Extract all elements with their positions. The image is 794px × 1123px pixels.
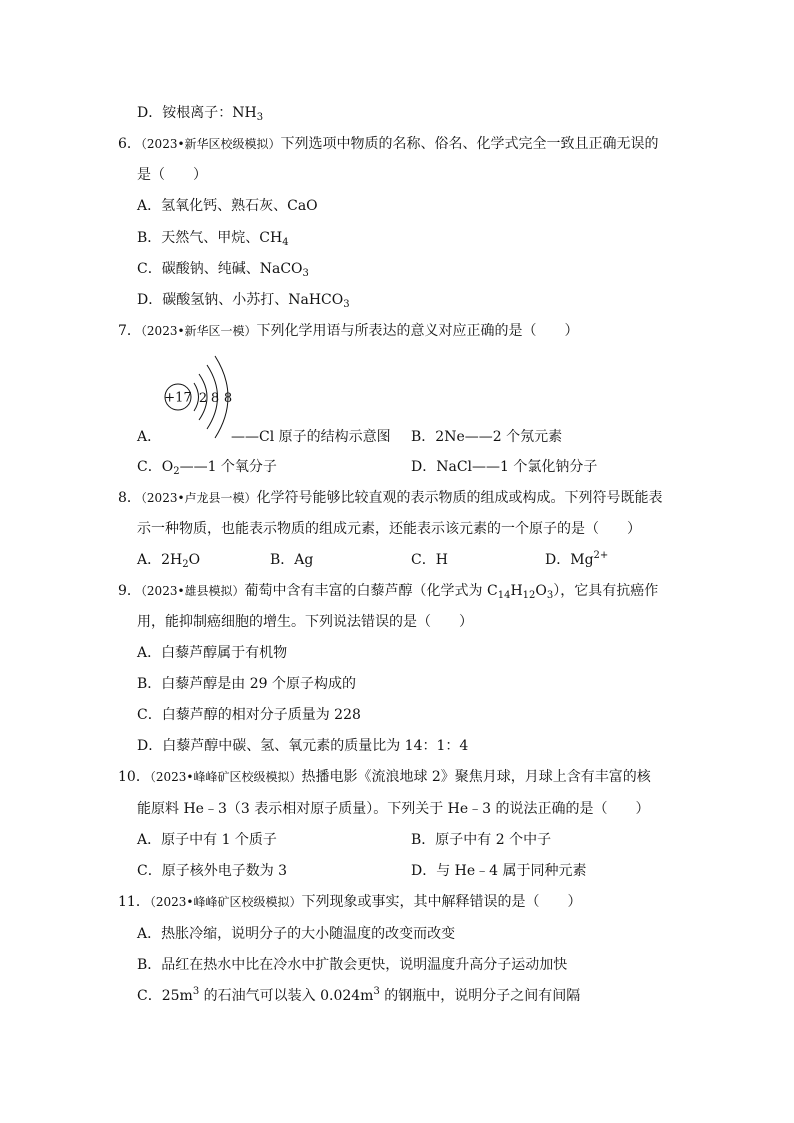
- q7-option-a-text: ——Cl 原子的结构示意图: [231, 429, 391, 445]
- q9-option-d: D．白藜芦醇中碳、氢、氧元素的质量比为 14：1：4: [137, 738, 469, 754]
- q10-stem-line1: 10．（2023•峰峰矿区校级模拟）热播电影《流浪地球 2》聚焦月球，月球上含有丰富的核: [118, 769, 651, 785]
- q6-option-c: C．碳酸钠、纯碱、NaCO$_3$: [137, 261, 309, 279]
- q5-option-d: D．铵根离子：$NH_3$: [137, 105, 264, 123]
- question-source: （2023•峰峰矿区校级模拟）: [149, 895, 302, 909]
- shell-electron-count: 2: [198, 391, 208, 406]
- question-source: （2023•雄县模拟）: [140, 584, 245, 598]
- q7-stem: 7．（2023•新华区一模）下列化学用语与所表达的意义对应正确的是（ ）: [118, 323, 579, 339]
- q6-stem-line1: 6．（2023•新华区校级模拟）下列选项中物质的名称、俗名、化学式完全一致且正确无误的: [118, 136, 659, 152]
- q8-option-a: A．$2H_2O$: [137, 552, 201, 570]
- question-number: 8．: [118, 490, 141, 506]
- q11-option-b: B．品红在热水中比在冷水中扩散会更快，说明温度升高分子运动加快: [137, 957, 568, 973]
- q10-stem-line2: 能原料 He﹣3（3 表示相对原子质量）。下列关于 He﹣3 的说法正确的是（ ）: [137, 801, 650, 817]
- question-source: （2023•新华区校级模拟）: [140, 137, 281, 151]
- question-number: 11．: [118, 894, 150, 910]
- q9-option-a: A．白藜芦醇属于有机物: [137, 645, 288, 661]
- shell-electron-count: 8: [210, 391, 220, 406]
- q7-option-b: B．2Ne——2 个氖元素: [411, 429, 563, 445]
- q9-stem-line1: 9．（2023•雄县模拟）葡萄中含有丰富的白藜芦醇（化学式为 $C_{14}H_{12}O_3$），它具有抗癌作: [118, 583, 659, 601]
- q11-option-a: A．热胀冷缩，说明分子的大小随温度的改变而改变: [137, 926, 456, 942]
- q9-option-b: B．白藜芦醇是由 29 个原子构成的: [137, 676, 357, 692]
- q7-option-a-letter: A．: [137, 429, 162, 445]
- q8-stem-line2: 示一种物质，也能表示物质的组成元素，还能表示该元素的一个原子的是（ ）: [137, 521, 641, 537]
- q11-option-c: C．$25m^3$ 的石油气可以装入 $0.024m^3$ 的钢瓶中，说明分子之间有间隔: [137, 986, 581, 1004]
- q6-option-d: D．碳酸氢钠、小苏打、NaHCO$_3$: [137, 292, 350, 310]
- q8-option-d: D．$Mg^{2+}$: [545, 550, 609, 568]
- q8-stem-line1: 8．（2023•卢龙县一模）化学符号能够比较直观的表示物质的组成或构成。下列符号既能表: [118, 490, 663, 506]
- question-source: （2023•峰峰矿区校级模拟）: [149, 770, 302, 784]
- shell-electron-count: 8: [223, 391, 233, 406]
- q9-option-c: C．白藜芦醇的相对分子质量为 228: [137, 707, 361, 723]
- q6-option-a: A．氢氧化钙、熟石灰、CaO: [137, 198, 318, 214]
- q6-option-b: B．天然气、甲烷、$CH_4$: [137, 230, 289, 248]
- question-number: 7．: [118, 323, 141, 339]
- q7-option-d: D．NaCl——1 个氯化钠分子: [411, 459, 598, 475]
- q10-option-d: D．与 He﹣4 属于同种元素: [411, 863, 587, 879]
- question-source: （2023•新华区一模）: [140, 324, 257, 338]
- question-number: 10．: [118, 769, 150, 785]
- q8-option-b: B．Ag: [270, 552, 314, 568]
- nucleus-charge: +17: [164, 390, 192, 406]
- q9-stem-line2: 用，能抑制癌细胞的增生。下列说法错误的是（ ）: [137, 614, 473, 630]
- q10-option-b: B．原子中有 2 个中子: [411, 832, 552, 848]
- q10-option-c: C．原子核外电子数为 3: [137, 863, 288, 879]
- q10-option-a: A．原子中有 1 个质子: [137, 832, 277, 848]
- q11-stem: 11．（2023•峰峰矿区校级模拟）下列现象或事实，其中解释错误的是（ ）: [118, 894, 582, 910]
- electron-shell-arc: [194, 383, 199, 411]
- question-number: 6．: [118, 136, 141, 152]
- q8-option-c: C．H: [411, 552, 448, 568]
- question-number: 9．: [118, 583, 141, 599]
- q7-option-c: C．$O_2——1$ 个氧分子: [137, 459, 277, 477]
- q6-stem-line2: 是（ ）: [137, 167, 207, 183]
- question-source: （2023•卢龙县一模）: [140, 491, 257, 505]
